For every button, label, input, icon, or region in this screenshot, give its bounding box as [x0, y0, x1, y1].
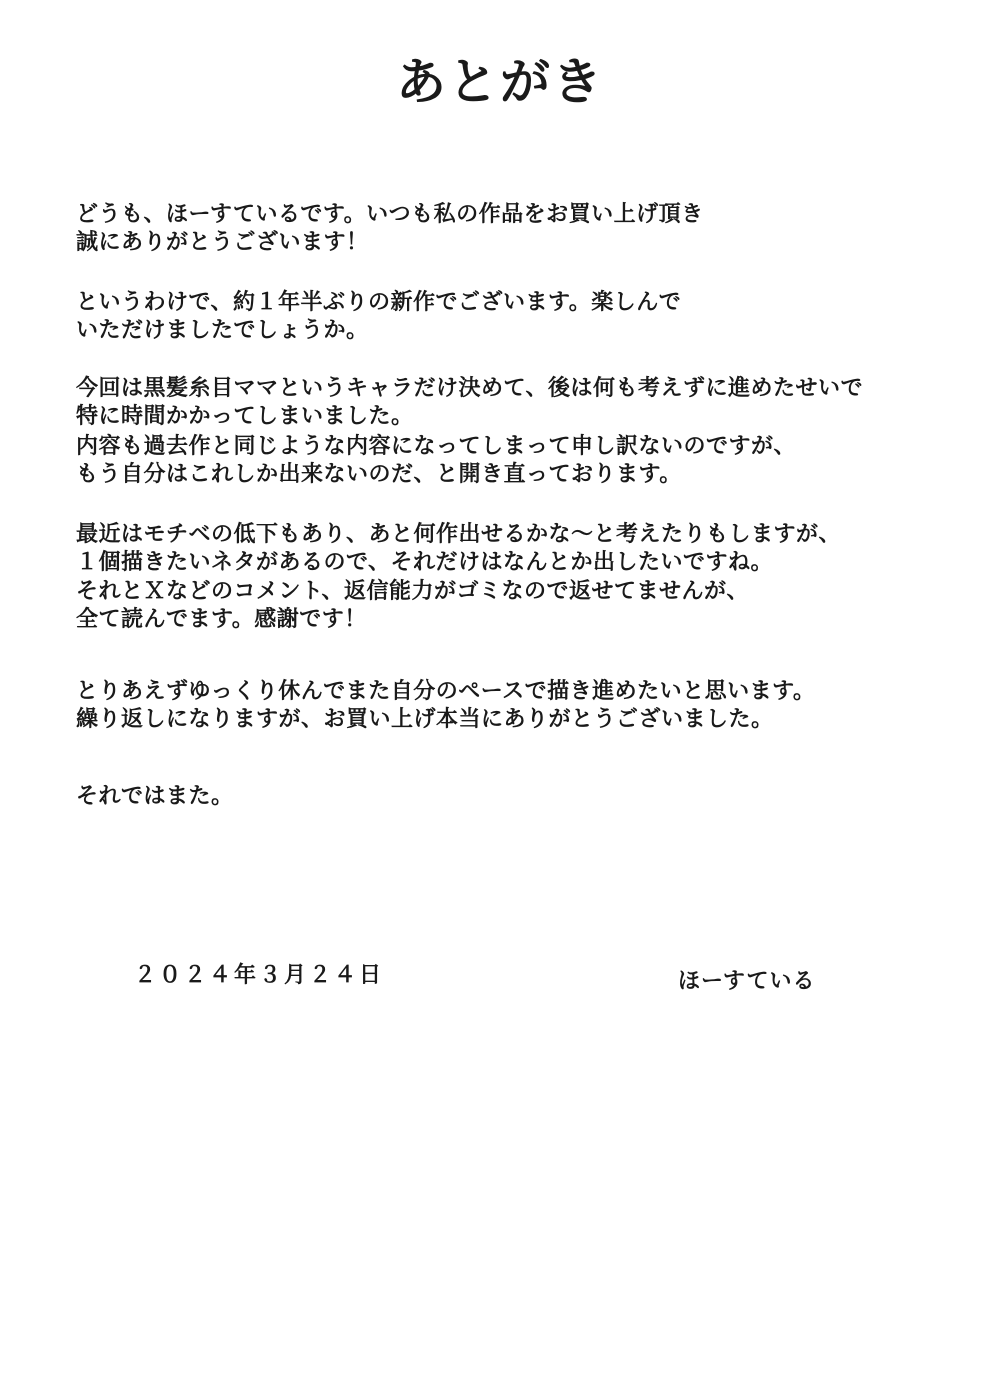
page-title: あとがき [396, 53, 604, 111]
paragraph-4-line-3: それとＸなどのコメント、返信能力がゴミなので返せてませんが、 [76, 579, 750, 604]
paragraph-3-line-4: もう自分はこれしか出来ないのだ、と開き直っております。 [76, 462, 682, 487]
author-name: ほーすている [678, 969, 816, 994]
paragraph-1-line-2: 誠にありがとうございます！ [76, 230, 369, 255]
paragraph-3-line-1: 今回は黒髪糸目ママというキャラだけ決めて、後は何も考えずに進めたせいで [76, 376, 864, 401]
paragraph-4-line-4: 全て読んでます。感謝です！ [76, 607, 367, 632]
paragraph-2-line-2: いただけましたでしょうか。 [76, 318, 369, 343]
paragraph-4-line-1: 最近はモチベの低下もあり、あと何作出せるかな～と考えたりもしますが、 [76, 522, 842, 547]
paragraph-2-line-1: というわけで、約１年半ぶりの新作でございます。楽しんで [76, 290, 682, 315]
paragraph-5-line-2: 繰り返しになりますが、お買い上げ本当にありがとうございました。 [76, 707, 774, 732]
paragraph-1-line-1: どうも、ほーすているです。いつも私の作品をお買い上げ頂き [76, 202, 704, 227]
paragraph-3-line-3: 内容も過去作と同じような内容になってしまって申し訳ないのですが、 [76, 434, 797, 459]
paragraph-4-line-2: １個描きたいネタがあるので、それだけはなんとか出したいですね。 [76, 550, 774, 575]
date-text: ２０２４年３月２４日 [134, 963, 385, 988]
paragraph-6-line-1: それではまた。 [76, 784, 234, 809]
paragraph-5-line-1: とりあえずゆっくり休んでまた自分のペースで描き進めたいと思います。 [76, 679, 816, 704]
paragraph-3-line-2: 特に時間かかってしまいました。 [76, 404, 414, 429]
